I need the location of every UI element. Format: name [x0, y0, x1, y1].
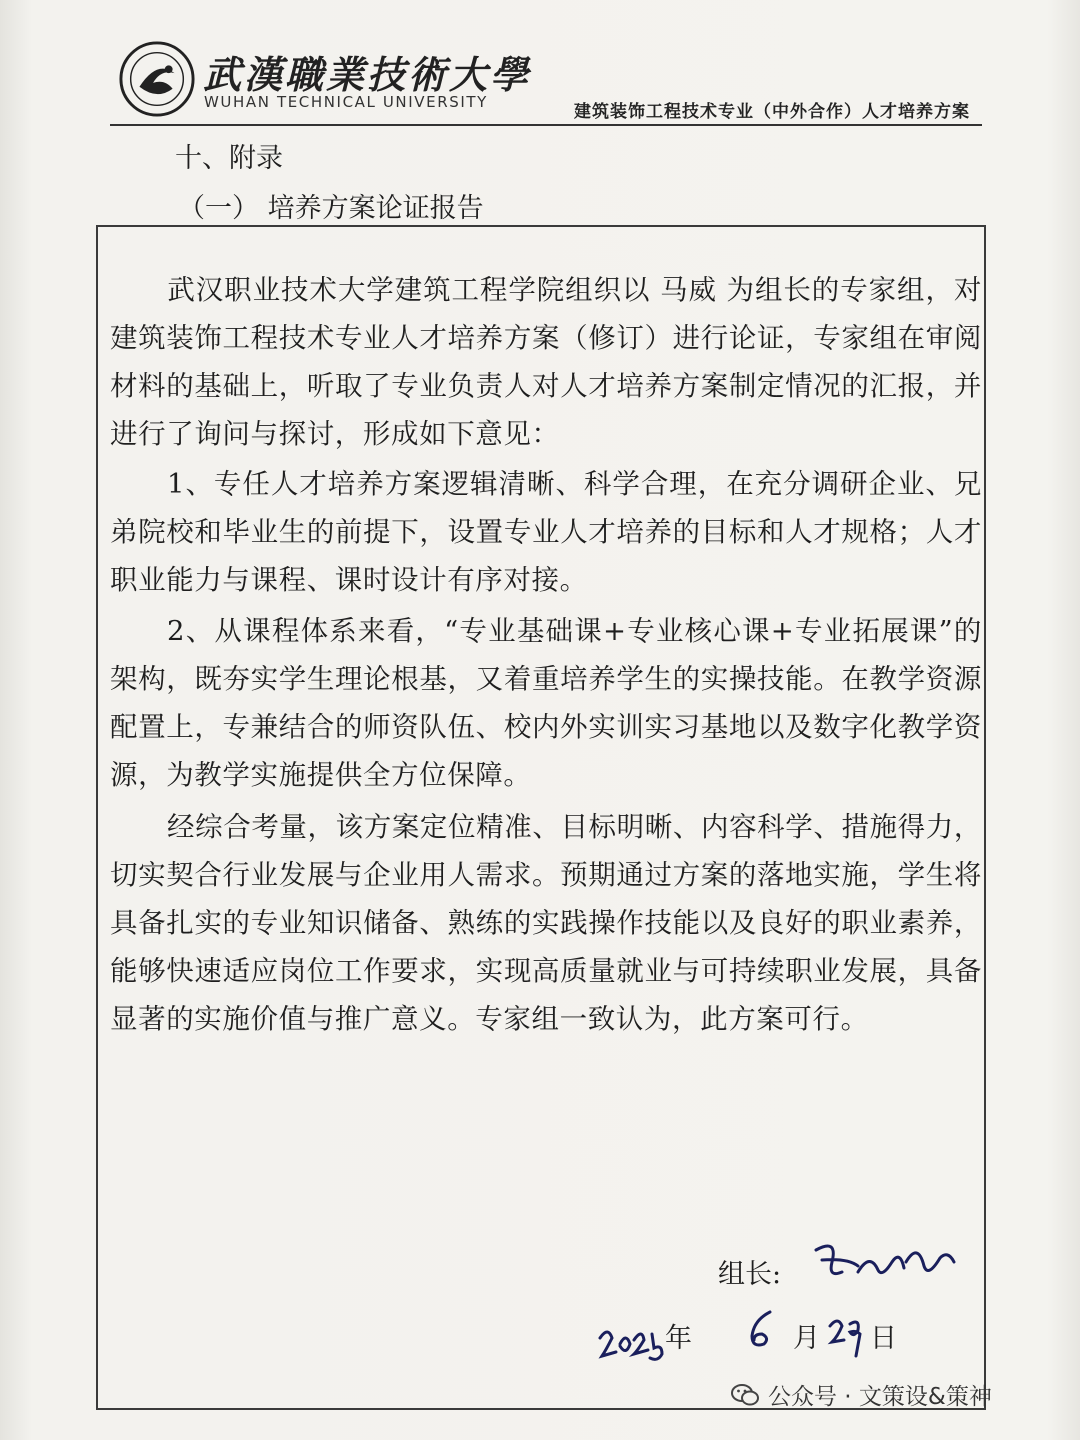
- sub-heading: （一） 培养方案论证报告: [178, 193, 484, 224]
- report-paragraph-text: 经综合考量，该方案定位精准、目标明晰、内容科学、措施得力，切实契合行业发展与企业用人需求。预期通过方案的落地实施，学生将具备扎实的专业知识储备、熟练的实践操作技能以及良好的职业素养，能够快速适应岗位工作要求，实现高质量就业与可持续职业发展，具备显著的实施价值与推广意义。专家组一致认为，此方案可行。: [110, 811, 982, 1035]
- date-year-unit: 年: [665, 1323, 692, 1354]
- header-divider: [110, 124, 982, 126]
- handwritten-month: [740, 1306, 784, 1352]
- university-name-cn: 武漢職業技術大學: [203, 52, 532, 97]
- handwritten-day: [826, 1312, 872, 1362]
- university-name-en: WUHAN TECHNICAL UNIVERSITY: [204, 93, 488, 111]
- university-logo-icon: [118, 40, 196, 118]
- report-paragraph-text: 2、从课程体系来看，“专业基础课+专业核心课+专业拓展课”的架构，既夯实学生理论根基，又着重培养学生的实操技能。在教学资源配置上，专兼结合的师资队伍、校内外实训实习基地以及数字化教学资源，为教学实施提供全方位保障。: [110, 615, 982, 791]
- date-month-unit: 月: [793, 1323, 820, 1354]
- watermark: [730, 1378, 992, 1411]
- signature-label: 组长:: [718, 1259, 782, 1290]
- report-paragraph-text: 武汉职业技术大学建筑工程学院组织以 马威 为组长的专家组，对建筑装饰工程技术专业人才培养方案（修订）进行论证，专家组在审阅材料的基础上，听取了专业负责人对人才培养方案制定情况的汇报，并进行了询问与探讨，形成如下意见：: [110, 274, 982, 450]
- handwritten-year: [596, 1318, 668, 1368]
- report-paragraph: [110, 607, 982, 799]
- report-paragraph: [110, 460, 982, 604]
- report-paragraph: [110, 803, 982, 1043]
- date-day-unit: 日: [870, 1323, 897, 1354]
- watermark-text: 公众号 · 文策设&策神: [768, 1384, 992, 1410]
- handwritten-signature: [808, 1232, 958, 1292]
- report-paragraph-text: 1、专任人才培养方案逻辑清晰、科学合理，在充分调研企业、兄弟院校和毕业生的前提下，设置专业人才培养的目标和人才规格；人才职业能力与课程、课时设计有序对接。: [110, 468, 982, 596]
- section-heading: 十、附录: [175, 143, 283, 174]
- document-title: 建筑装饰工程技术专业（中外合作）人才培养方案: [574, 102, 970, 122]
- wechat-icon: [730, 1382, 760, 1408]
- report-paragraph: [110, 266, 982, 458]
